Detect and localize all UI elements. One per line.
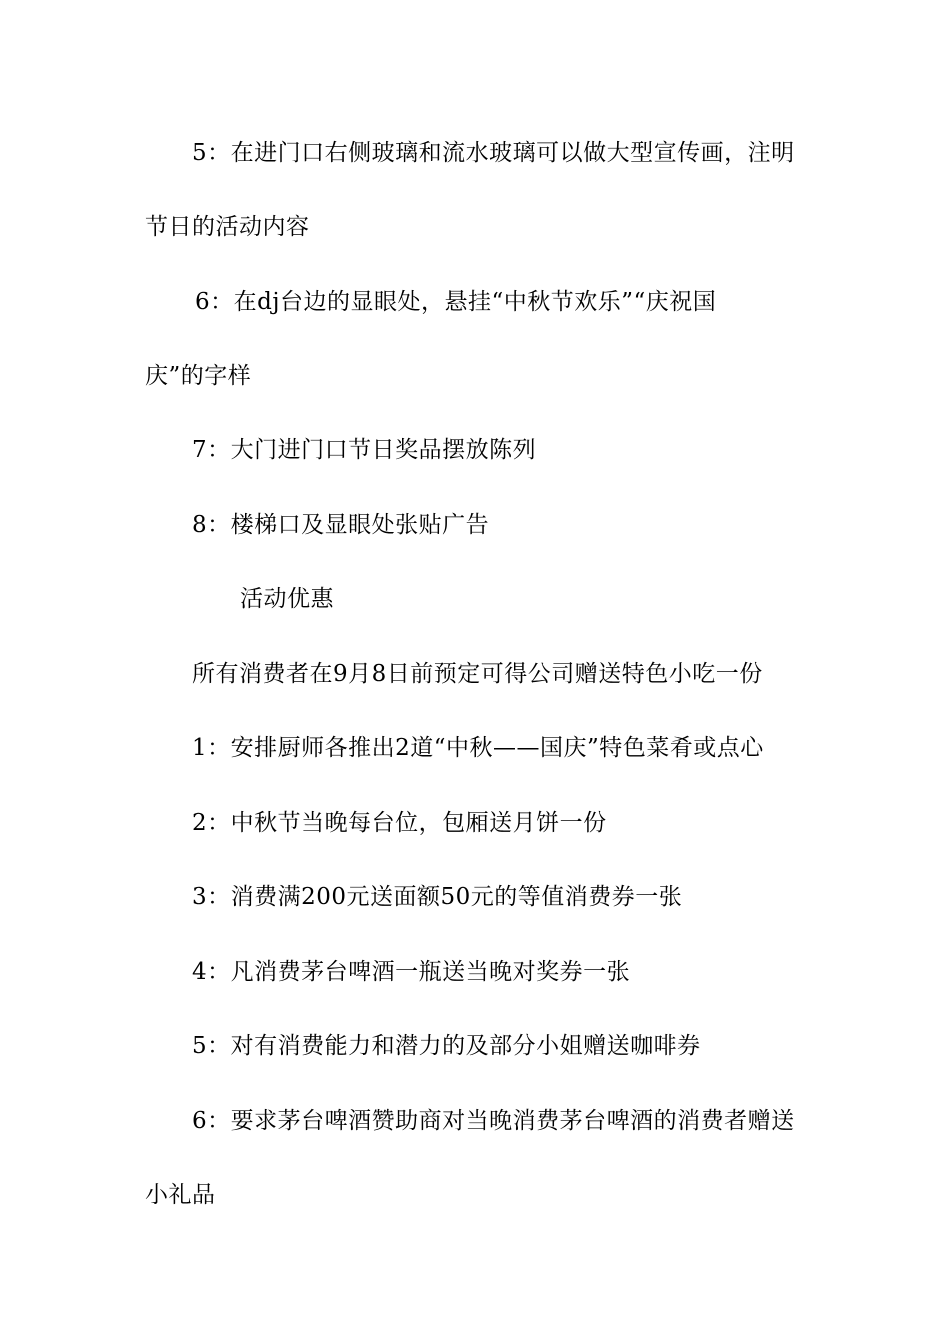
paragraph-line: 6：要求茅台啤酒赞助商对当晚消费茅台啤酒的消费者赠送 [192, 1108, 795, 1134]
paragraph-line: 5：对有消费能力和潜力的及部分小姐赠送咖啡券 [192, 1033, 701, 1059]
paragraph-line: 所有消费者在9月8日前预定可得公司赠送特色小吃一份 [192, 661, 763, 687]
paragraph-line: 3：消费满200元送面额50元的等值消费券一张 [192, 884, 683, 910]
paragraph-line: 节日的活动内容 [145, 214, 310, 240]
paragraph-line: 8：楼梯口及显眼处张贴广告 [192, 512, 490, 538]
paragraph-line: 6：在dj台边的显眼处，悬挂“中秋节欢乐”“庆祝国 [195, 289, 717, 315]
paragraph-line: 小礼品 [145, 1182, 216, 1208]
paragraph-line: 2：中秋节当晚每台位，包厢送月饼一份 [192, 810, 607, 836]
paragraph-line: 庆”的字样 [145, 363, 252, 389]
paragraph-line: 7：大门进门口节日奖品摆放陈列 [192, 437, 537, 463]
section-heading: 活动优惠 [240, 586, 334, 612]
paragraph-line: 5：在进门口右侧玻璃和流水玻璃可以做大型宣传画，注明 [192, 140, 795, 166]
paragraph-line: 4：凡消费茅台啤酒一瓶送当晚对奖券一张 [192, 959, 631, 985]
paragraph-line: 1：安排厨师各推出2道“中秋——国庆”特色菜肴或点心 [192, 735, 764, 761]
